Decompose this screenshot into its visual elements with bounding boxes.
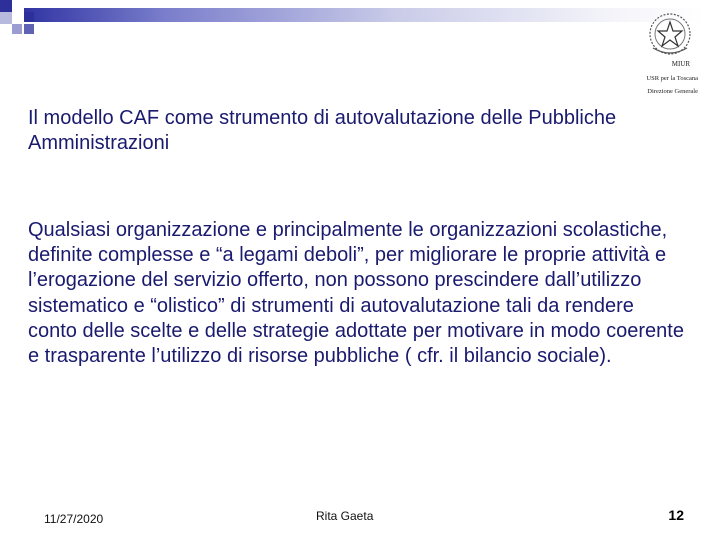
footer-author: Rita Gaeta [316, 509, 374, 523]
header-gradient-bar [14, 8, 704, 22]
italian-republic-emblem-icon [645, 10, 695, 60]
org-office: USR per la Toscana [646, 75, 698, 82]
slide-body-text: Qualsiasi organizzazione e principalmente le organizzazioni scolastiche, definite complesse e “a legami deboli”, per migliorare le proprie attività e l’erogazione del servizio offerto, non possono prescindere dall’utilizzo sistematico e “olistico” di strumenti di autovalutazione tali da rendere conto delle scelte e delle strategie adottate per motivare in modo coerente e trasparente l’utilizzo di risorse pubbliche ( cfr. il bilancio sociale). [28, 219, 684, 368]
slide-title: Il modello CAF come strumento di autovalutazione delle Pubbliche Amministrazioni [28, 107, 617, 154]
org-department: Direzione Generale [647, 88, 698, 95]
footer-date: 11/27/2020 [44, 512, 104, 526]
page-number: 12 [668, 507, 684, 523]
org-name: MIUR [671, 60, 690, 68]
